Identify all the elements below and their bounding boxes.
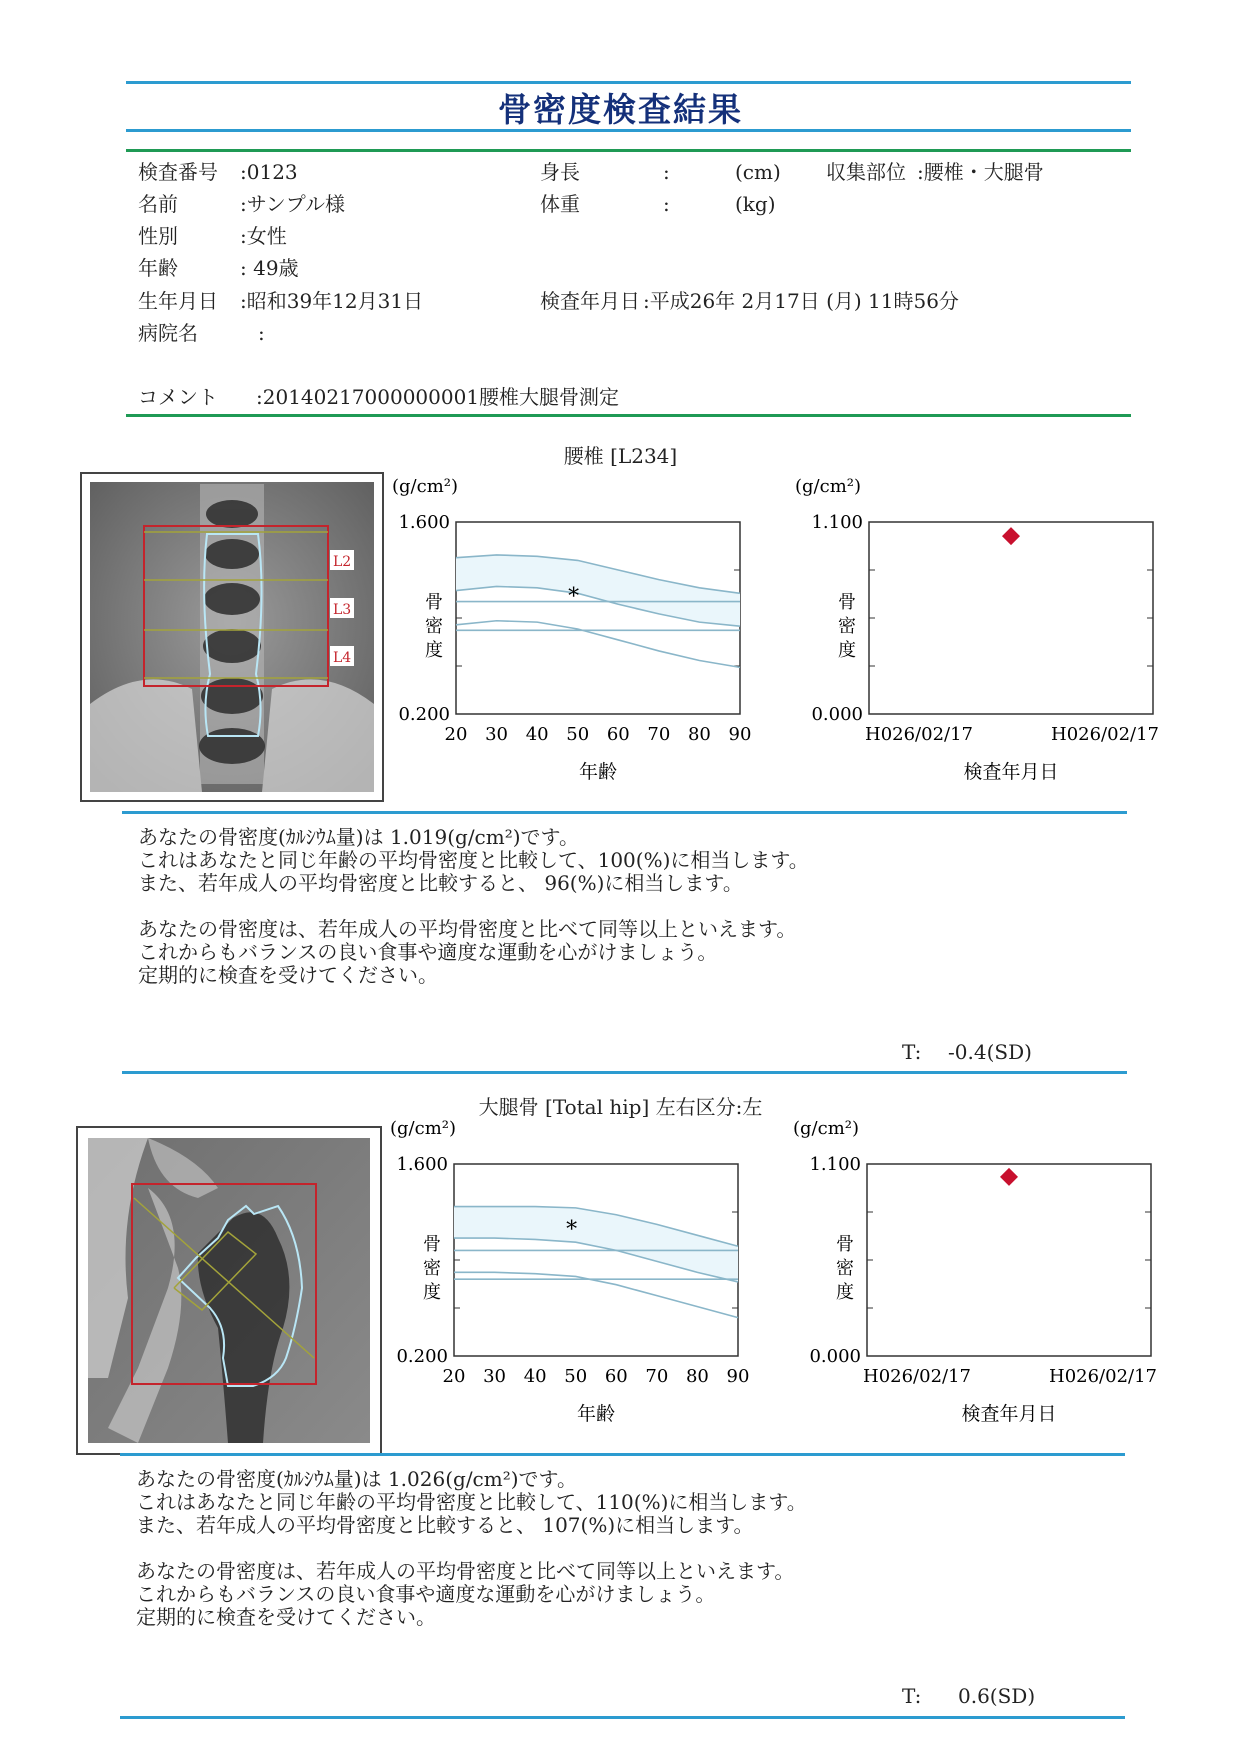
weight-label: 体重 [540,192,580,216]
y-label-char: 密 [423,1258,441,1279]
sex-label: 性別 [138,224,178,248]
unit-label: (g/cm²) [392,476,458,497]
femur-image [78,1128,380,1453]
lumbar-msg-line-5: あなたの骨密度は、若年成人の平均骨密度と比べて同等以上といえます。 [138,917,797,941]
height-label: 身長 [540,160,580,184]
region-label: 収集部位 [826,160,906,184]
y-label-char: 度 [836,1282,854,1303]
hip-msg-line-5: あなたの骨密度は、若年成人の平均骨密度と比べて同等以上といえます。 [136,1559,795,1583]
y-tick-top: 1.600 [398,512,450,533]
x-tick-label: 20 [444,724,468,745]
hip-msg-line-6: これからもバランスの良い食事や適度な運動を心がけましょう。 [136,1582,716,1606]
title-rule-blue [126,129,1131,132]
x-label: 年齢 [576,1403,616,1425]
x-label: 年齢 [578,761,618,783]
hip-date-chart [791,1112,1211,1452]
height-unit: (cm) [735,160,781,184]
x-tick-label: 70 [645,1366,669,1387]
y-label-char: 骨 [425,592,443,613]
x-tick-label-left: H026/02/17 [863,1366,971,1387]
y-tick-top: 1.100 [811,512,863,533]
y-tick-top: 1.100 [809,1154,861,1175]
x-tick-label: 60 [606,724,630,745]
x-label: 検査年月日 [961,1403,1057,1425]
hip-rule-bottom [120,1716,1125,1719]
hip-xray [76,1126,382,1455]
x-tick-label: 60 [604,1366,628,1387]
lumbar-heading: 腰椎 [L234] [563,444,678,468]
hip-msg-line-3: また、若年成人の平均骨密度と比較すると、 107(%)に相当します。 [136,1513,754,1537]
lumbar-rule-bottom [122,1071,1127,1074]
hospital-value: : [258,321,265,345]
y-tick-bottom: 0.000 [811,704,863,725]
hip-msg-line-2: これはあなたと同じ年齢の平均骨密度と比較して、110(%)に相当します。 [136,1490,807,1514]
hip-age-chart [388,1112,788,1452]
y-label-char: 骨 [423,1234,441,1255]
x-tick-label: 50 [566,724,590,745]
y-label-char: 度 [425,640,443,661]
lumbar-msg-line-3: また、若年成人の平均骨密度と比較すると、 96(%)に相当します。 [138,871,743,895]
y-label-char: 密 [838,616,856,637]
hospital-label: 病院名 [138,321,198,345]
y-label-char: 度 [423,1282,441,1303]
x-tick-label: 90 [728,724,752,745]
lumbar-t-score: -0.4(SD) [948,1040,1032,1064]
lumbar-msg-line-6: これからもバランスの良い食事や適度な運動を心がけましょう。 [138,940,718,964]
height-colon: : [663,160,670,184]
hip-t-label: T: [902,1684,922,1708]
x-tick-label: 40 [523,1366,547,1387]
exam-no-value: :0123 [240,160,298,184]
region-value: :腰椎・大腿骨 [917,160,1044,184]
hip-heading: 大腿骨 [Total hip] 左右区分:左 [478,1095,763,1119]
x-tick-label: 30 [485,724,509,745]
dob-value: :昭和39年12月31日 [240,289,424,313]
hip-msg-line-7: 定期的に検査を受けてください。 [136,1605,436,1629]
lumbar-msg-line-2: これはあなたと同じ年齢の平均骨密度と比較して、100(%)に相当します。 [138,848,809,872]
lumbar-date-chart [793,470,1213,810]
lumbar-t-label: T: [902,1040,922,1064]
x-tick-label: 50 [564,1366,588,1387]
y-label-char: 骨 [836,1234,854,1255]
age-marker: * [566,1217,578,1243]
y-label-char: 密 [425,616,443,637]
x-tick-label-right: H026/02/17 [1051,724,1159,745]
x-tick-label-left: H026/02/17 [865,724,973,745]
lumbar-age-chart [390,470,790,810]
x-tick-label: 40 [525,724,549,745]
name-value: :サンプル様 [240,192,345,216]
x-tick-label: 70 [647,724,671,745]
plot-frame [869,522,1153,714]
unit-label: (g/cm²) [793,1118,859,1139]
name-label: 名前 [138,192,178,216]
x-tick-label: 20 [442,1366,466,1387]
y-label-char: 骨 [838,592,856,613]
age-value: : 49歳 [240,256,299,280]
y-label-char: 密 [836,1258,854,1279]
weight-unit: (kg) [735,192,776,216]
sex-value: :女性 [240,224,287,248]
x-tick-label-right: H026/02/17 [1049,1366,1157,1387]
vertebra-label-l4: L4 [333,650,352,666]
weight-colon: : [663,192,670,216]
unit-label: (g/cm²) [795,476,861,497]
y-tick-bottom: 0.200 [396,1346,448,1367]
x-tick-label: 30 [483,1366,507,1387]
x-tick-label: 90 [726,1366,750,1387]
vertebra-label-l2: L2 [333,554,352,570]
lumbar-rule-top [122,811,1127,814]
x-tick-label: 80 [687,724,711,745]
comment-value: :20140217000000001腰椎大腿骨測定 [256,385,620,409]
unit-label: (g/cm²) [390,1118,456,1139]
title-rule-green [126,149,1131,152]
hip-t-score: 0.6(SD) [958,1684,1036,1708]
lumbar-msg-line-7: 定期的に検査を受けてください。 [138,963,438,987]
y-tick-top: 1.600 [396,1154,448,1175]
lumbar-xray [80,472,384,802]
lumbar-msg-line-1: あなたの骨密度(ｶﾙｼｳﾑ量)は 1.019(g/cm²)です。 [138,825,579,849]
plot-frame [867,1164,1151,1356]
y-tick-bottom: 0.000 [809,1346,861,1367]
age-label: 年齢 [138,256,178,280]
y-tick-bottom: 0.200 [398,704,450,725]
age-marker: * [568,584,580,610]
info-rule-green [126,414,1131,417]
x-label: 検査年月日 [963,761,1059,783]
page-title: 骨密度検査結果 [498,90,743,129]
y-label-char: 度 [838,640,856,661]
vertebra-label-l3: L3 [333,602,352,618]
exam-date-value: :平成26年 2月17日 (月) 11時56分 [643,289,959,313]
hip-msg-line-1: あなたの骨密度(ｶﾙｼｳﾑ量)は 1.026(g/cm²)です。 [136,1467,577,1491]
x-tick-label: 80 [685,1366,709,1387]
comment-label: コメント [138,385,218,409]
lumbar-spine-image [82,474,382,800]
exam-no-label: 検査番号 [138,160,218,184]
dob-label: 生年月日 [138,289,218,313]
hip-rule-top [120,1453,1125,1456]
exam-date-label: 検査年月日 [540,289,640,313]
